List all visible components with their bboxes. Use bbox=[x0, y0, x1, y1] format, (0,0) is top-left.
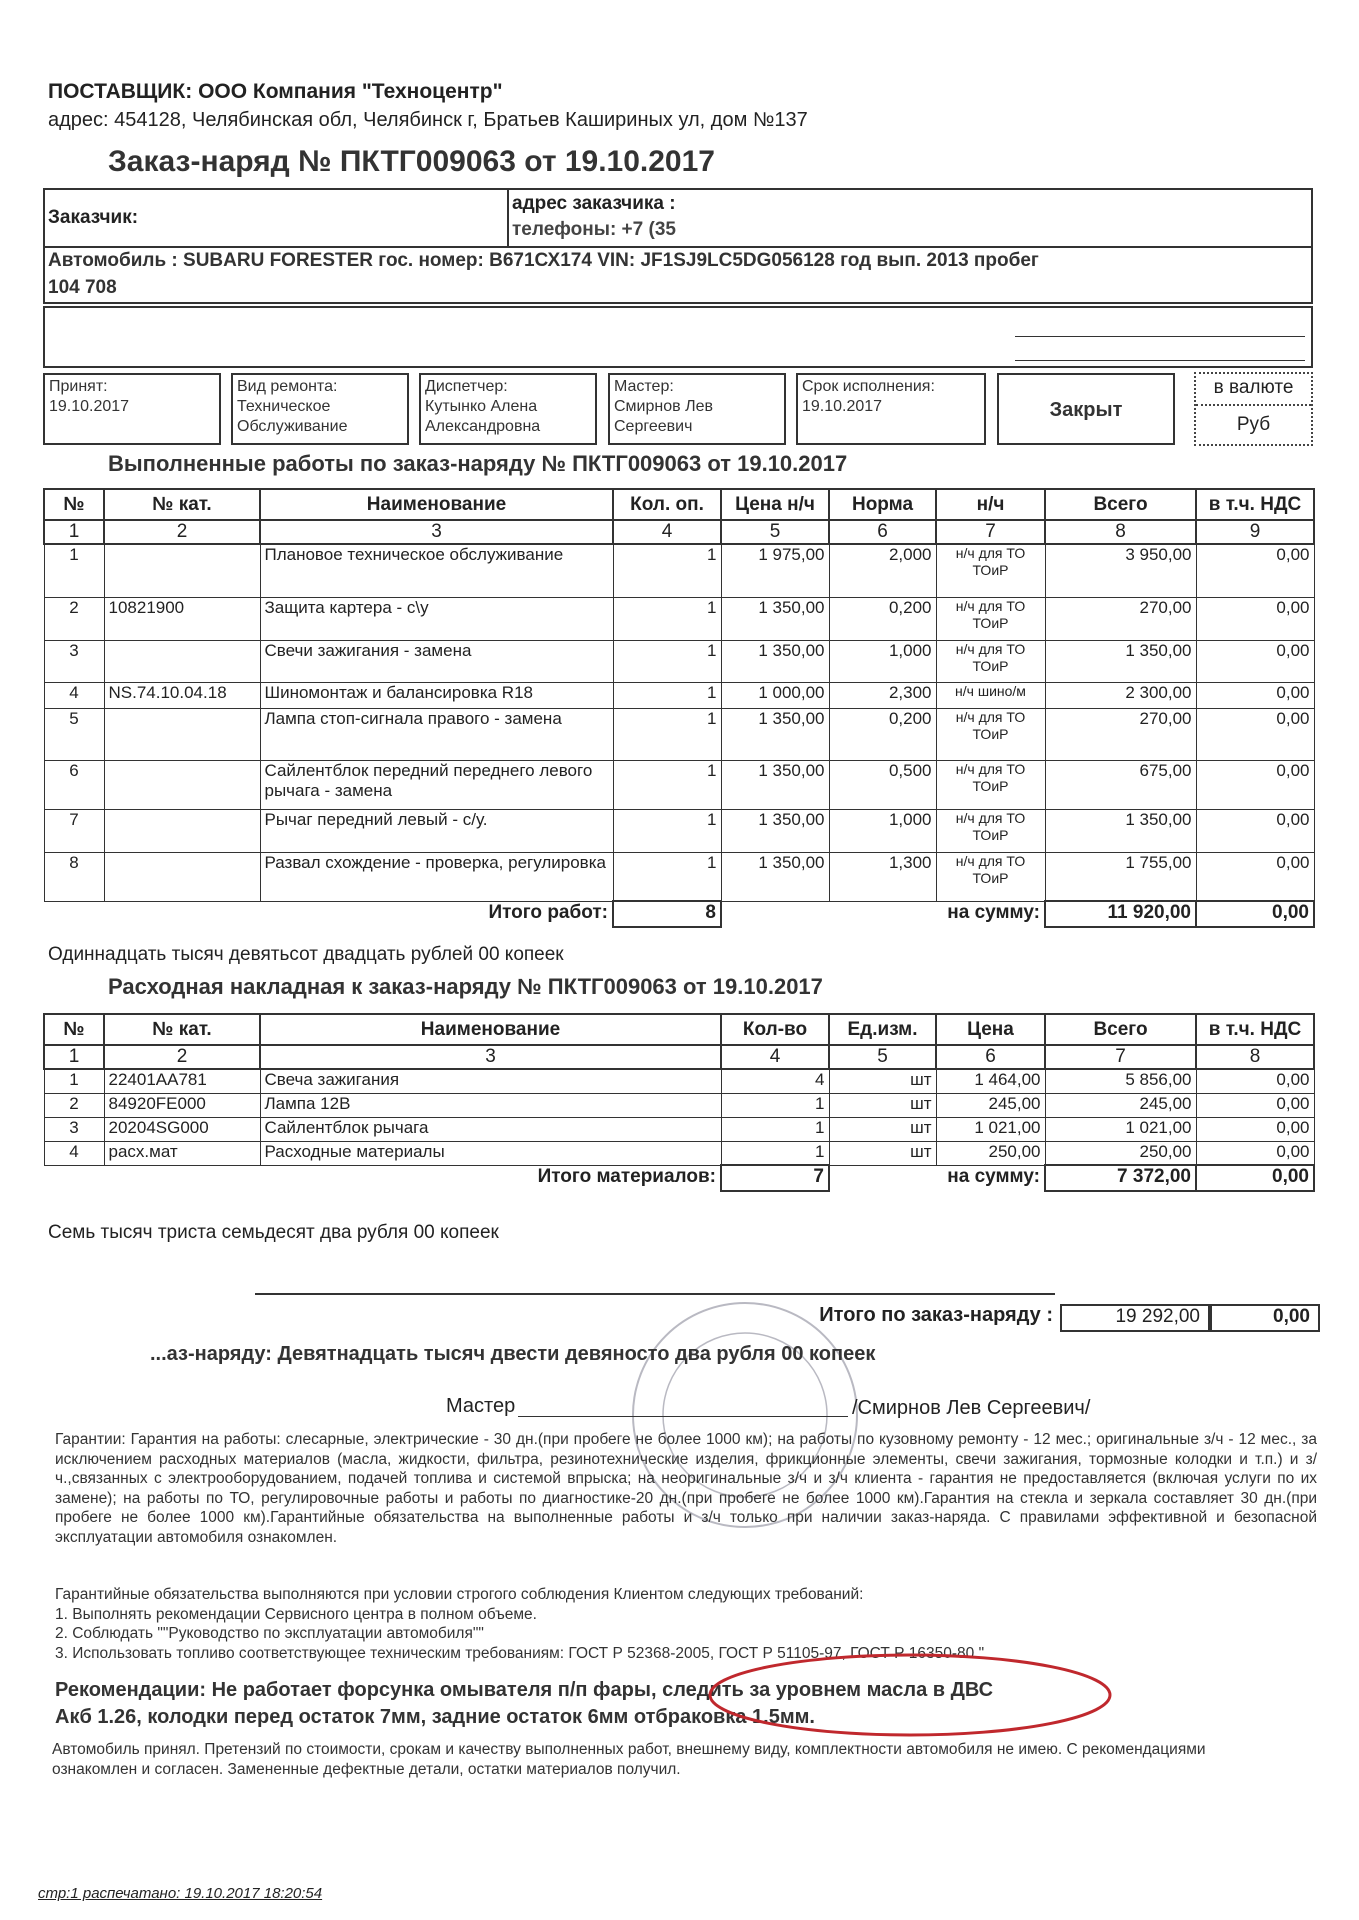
table-cell: Сайлентблок рычага bbox=[260, 1117, 721, 1141]
supplier-line bbox=[48, 80, 503, 104]
table-row bbox=[44, 852, 1314, 901]
table-cell: NS.74.10.04.18 bbox=[104, 682, 260, 708]
table-row bbox=[44, 760, 1314, 809]
column-number: 8 bbox=[1045, 520, 1196, 544]
total-vat: 0,00 bbox=[1196, 901, 1314, 927]
column-number: 1 bbox=[44, 1045, 104, 1069]
table-cell bbox=[104, 640, 260, 682]
column-header: н/ч bbox=[936, 489, 1045, 520]
table-cell: 4 bbox=[44, 682, 104, 708]
table-cell: расх.мат bbox=[104, 1141, 260, 1165]
column-header: Цена н/ч bbox=[721, 489, 829, 520]
table-row bbox=[44, 809, 1314, 852]
car-info: Автомобиль : SUBARU FORESTER гос. номер: В671СХ174 VIN: JF1SJ9LC5DG056128 год вып. 2013 пробег bbox=[48, 250, 1039, 271]
table-cell: 1 bbox=[613, 597, 721, 640]
column-number: 6 bbox=[936, 1045, 1045, 1069]
table-row bbox=[44, 682, 1314, 708]
column-header: Наименование bbox=[260, 489, 613, 520]
table-cell bbox=[104, 544, 260, 597]
table-cell: Сайлентблок передний переднего левого рычага - замена bbox=[260, 760, 613, 809]
table-cell: 1 350,00 bbox=[721, 597, 829, 640]
acceptance-text: Автомобиль принял. Претензий по стоимости, срокам и качеству выполненных работ, внешнему виду, комплектности автомобиля не имею. С рекомендациями ознакомлен и согласен. Замененные дефектные детали, остатки материалов получил. bbox=[52, 1741, 1206, 1778]
table-cell: 0,00 bbox=[1196, 1093, 1314, 1117]
status-badge: Закрыт bbox=[997, 373, 1175, 445]
signature-line bbox=[518, 1416, 848, 1417]
info-repair-type: Вид ремонта: Техническое Обслуживание bbox=[231, 373, 409, 445]
table-cell: 0,00 bbox=[1196, 640, 1314, 682]
table-cell: 270,00 bbox=[1045, 708, 1196, 760]
column-number: 3 bbox=[260, 1045, 721, 1069]
table-cell: 8 bbox=[44, 852, 104, 901]
table-cell: шт bbox=[829, 1117, 936, 1141]
table-cell: 2 bbox=[44, 1093, 104, 1117]
table-cell: 1 bbox=[613, 708, 721, 760]
materials-table bbox=[43, 1013, 1315, 1192]
table-cell: 0,00 bbox=[1196, 597, 1314, 640]
column-header: Кол-во bbox=[721, 1014, 829, 1045]
table-cell: шт bbox=[829, 1069, 936, 1093]
currency-value: Руб bbox=[1236, 414, 1271, 435]
table-cell: 0,500 bbox=[829, 760, 936, 809]
total-vat: 0,00 bbox=[1196, 1165, 1314, 1191]
table-cell: Свечи зажигания - замена bbox=[260, 640, 613, 682]
table-cell: 1 bbox=[721, 1093, 829, 1117]
table-cell bbox=[104, 809, 260, 852]
table-cell: 0,200 bbox=[829, 597, 936, 640]
table-cell: 1 350,00 bbox=[721, 760, 829, 809]
info-dispatcher: Диспетчер: Кутынко Алена Александровна bbox=[419, 373, 597, 445]
table-cell: 1,000 bbox=[829, 809, 936, 852]
table-cell: 1 bbox=[613, 852, 721, 901]
table-cell bbox=[104, 708, 260, 760]
table-cell: 5 856,00 bbox=[1045, 1069, 1196, 1093]
table-cell: 3 bbox=[44, 640, 104, 682]
table-cell: 3 950,00 bbox=[1045, 544, 1196, 597]
table-cell: 1 bbox=[613, 682, 721, 708]
table-cell: н/ч для ТО ТОиР bbox=[936, 640, 1045, 682]
table-row bbox=[44, 640, 1314, 682]
table-cell: Рычаг передний левый - с/у. bbox=[260, 809, 613, 852]
column-number: 5 bbox=[721, 520, 829, 544]
car-mileage: 104 708 bbox=[48, 277, 117, 298]
materials-title: Расходная накладная к заказ-наряду № ПКТГ009063 от 19.10.2017 bbox=[108, 974, 823, 999]
column-number: 3 bbox=[260, 520, 613, 544]
column-number: 6 bbox=[829, 520, 936, 544]
total-rule bbox=[255, 1293, 1055, 1295]
table-cell: 245,00 bbox=[1045, 1093, 1196, 1117]
table-cell: 0,00 bbox=[1196, 1069, 1314, 1093]
column-header: в т.ч. НДС bbox=[1196, 1014, 1314, 1045]
column-header: Кол. оп. bbox=[613, 489, 721, 520]
column-header: в т.ч. НДС bbox=[1196, 489, 1314, 520]
table-cell: 1 350,00 bbox=[721, 708, 829, 760]
table-cell: 1 755,00 bbox=[1045, 852, 1196, 901]
customer-phones: телефоны: +7 (35 bbox=[512, 219, 676, 240]
document-title: Заказ-наряд № ПКТГ009063 от 19.10.2017 bbox=[108, 145, 715, 178]
table-cell: 1 350,00 bbox=[1045, 809, 1196, 852]
blank-line bbox=[1015, 360, 1305, 361]
customer-address-label: адрес заказчика : bbox=[512, 193, 676, 214]
table-cell: 1 bbox=[721, 1117, 829, 1141]
materials-sum-words: Семь тысяч триста семьдесят два рубля 00 копеек bbox=[48, 1222, 499, 1243]
currency-label: в валюте bbox=[1196, 374, 1311, 406]
table-cell: н/ч шино/м bbox=[936, 682, 1045, 708]
info-master: Мастер: Смирнов Лев Сергеевич bbox=[608, 373, 786, 445]
supplier-label: ПОСТАВЩИК: bbox=[48, 80, 193, 103]
table-cell: 0,00 bbox=[1196, 1141, 1314, 1165]
table-cell: 1 bbox=[613, 809, 721, 852]
column-number: 4 bbox=[721, 1045, 829, 1069]
conditions-intro: Гарантийные обязательства выполняются при условии строгого соблюдения Клиентом следующих требований: bbox=[55, 1586, 864, 1603]
table-cell: н/ч для ТО ТОиР bbox=[936, 809, 1045, 852]
table-cell: 2,300 bbox=[829, 682, 936, 708]
table-cell: 0,00 bbox=[1196, 544, 1314, 597]
table-cell: 2,000 bbox=[829, 544, 936, 597]
warranty-conditions bbox=[55, 1585, 1317, 1663]
table-row bbox=[44, 1093, 1314, 1117]
column-header: Норма bbox=[829, 489, 936, 520]
table-cell: 0,00 bbox=[1196, 760, 1314, 809]
condition-item: 2. Соблюдать ""Руководство по эксплуатации автомобиля"" bbox=[55, 1625, 484, 1642]
table-cell: Шиномонтаж и балансировка R18 bbox=[260, 682, 613, 708]
table-cell: 0,00 bbox=[1196, 852, 1314, 901]
table-cell: 0,00 bbox=[1196, 708, 1314, 760]
table-cell: Защита картера - с\у bbox=[260, 597, 613, 640]
table-cell: 0,00 bbox=[1196, 682, 1314, 708]
column-number: 2 bbox=[104, 1045, 260, 1069]
table-cell: 1 bbox=[721, 1141, 829, 1165]
table-cell: н/ч для ТО ТОиР bbox=[936, 760, 1045, 809]
table-cell: 6 bbox=[44, 760, 104, 809]
column-header: Цена bbox=[936, 1014, 1045, 1045]
grand-total-vat: 0,00 bbox=[1210, 1304, 1320, 1332]
table-cell: 1 350,00 bbox=[721, 852, 829, 901]
column-header: № bbox=[44, 489, 104, 520]
grand-total-sum: 19 292,00 bbox=[1060, 1304, 1210, 1332]
table-cell: 1 350,00 bbox=[1045, 640, 1196, 682]
table-cell: 20204SG000 bbox=[104, 1117, 260, 1141]
table-cell: 1 bbox=[44, 544, 104, 597]
column-number: 9 bbox=[1196, 520, 1314, 544]
table-row bbox=[44, 1069, 1314, 1093]
column-number: 4 bbox=[613, 520, 721, 544]
table-row bbox=[44, 544, 1314, 597]
table-cell: н/ч для ТО ТОиР bbox=[936, 708, 1045, 760]
table-cell: 250,00 bbox=[936, 1141, 1045, 1165]
divider bbox=[43, 246, 1313, 248]
master-sign-name: /Смирнов Лев Сергеевич/ bbox=[852, 1397, 1091, 1419]
info-deadline: Срок исполнения: 19.10.2017 bbox=[796, 373, 986, 445]
table-cell: Лампа 12В bbox=[260, 1093, 721, 1117]
column-header: № кат. bbox=[104, 489, 260, 520]
column-header: Всего bbox=[1045, 1014, 1196, 1045]
total-label: Итого работ: bbox=[488, 901, 608, 923]
total-label: Итого материалов: bbox=[537, 1165, 716, 1187]
table-cell: 84920FE000 bbox=[104, 1093, 260, 1117]
table-cell: 675,00 bbox=[1045, 760, 1196, 809]
table-cell: 2 300,00 bbox=[1045, 682, 1196, 708]
sum-label: на сумму: bbox=[947, 1165, 1040, 1187]
table-cell: 1 021,00 bbox=[936, 1117, 1045, 1141]
table-cell: Лампа стоп-сигнала правого - замена bbox=[260, 708, 613, 760]
table-cell: 5 bbox=[44, 708, 104, 760]
table-cell: 1 021,00 bbox=[1045, 1117, 1196, 1141]
table-cell: 1 000,00 bbox=[721, 682, 829, 708]
table-cell: 2 bbox=[44, 597, 104, 640]
condition-item: 1. Выполнять рекомендации Сервисного центра в полном объеме. bbox=[55, 1605, 537, 1623]
supplier-address: адрес: 454128, Челябинская обл, Челябинск г, Братьев Кашириных ул, дом №137 bbox=[48, 109, 808, 131]
grand-total-words: ...аз-наряду: Девятнадцать тысяч двести девяносто два рубля 00 копеек bbox=[150, 1343, 876, 1365]
table-cell: 1 975,00 bbox=[721, 544, 829, 597]
total-quantity: 7 bbox=[721, 1165, 829, 1191]
table-cell: 245,00 bbox=[936, 1093, 1045, 1117]
column-header: Наименование bbox=[260, 1014, 721, 1045]
info-received: Принят: 19.10.2017 bbox=[43, 373, 221, 445]
table-cell: 270,00 bbox=[1045, 597, 1196, 640]
condition-item: 3. Использовать топливо соответствующее техническим требованиям: ГОСТ Р 52368-2005, ГОСТ Р 51105-97, ГОСТ Р 16350-80." bbox=[55, 1644, 985, 1662]
column-number: 2 bbox=[104, 520, 260, 544]
table-cell: Свеча зажигания bbox=[260, 1069, 721, 1093]
table-cell: 1,300 bbox=[829, 852, 936, 901]
blank-line bbox=[1015, 336, 1305, 337]
table-row bbox=[44, 1117, 1314, 1141]
table-cell: шт bbox=[829, 1093, 936, 1117]
table-cell: н/ч для ТО ТОиР bbox=[936, 597, 1045, 640]
supplier-name: ООО Компания "Техноцентр" bbox=[198, 80, 503, 103]
table-cell: 1 bbox=[613, 544, 721, 597]
table-cell: 22401AA781 bbox=[104, 1069, 260, 1093]
recommendations-line: Рекомендации: Не работает форсунка омывателя п/п фары, следить за уровнем масла в ДВС bbox=[55, 1679, 994, 1701]
table-cell bbox=[104, 852, 260, 901]
works-title: Выполненные работы по заказ-наряду № ПКТГ009063 от 19.10.2017 bbox=[108, 451, 848, 476]
column-number: 7 bbox=[1045, 1045, 1196, 1069]
table-cell: 0,200 bbox=[829, 708, 936, 760]
grand-total-label: Итого по заказ-наряду : bbox=[819, 1304, 1053, 1326]
table-cell: Плановое техническое обслуживание bbox=[260, 544, 613, 597]
total-quantity: 8 bbox=[613, 901, 721, 927]
table-cell: 1,000 bbox=[829, 640, 936, 682]
table-cell: н/ч для ТО ТОиР bbox=[936, 852, 1045, 901]
table-cell: 1 bbox=[613, 640, 721, 682]
table-cell: 4 bbox=[44, 1141, 104, 1165]
total-sum: 11 920,00 bbox=[1045, 901, 1196, 927]
table-cell: 7 bbox=[44, 809, 104, 852]
currency-box bbox=[1194, 372, 1313, 446]
table-cell: 1 350,00 bbox=[721, 809, 829, 852]
master-sign-label: Мастер bbox=[446, 1395, 516, 1417]
table-cell: н/ч для ТО ТОиР bbox=[936, 544, 1045, 597]
works-table bbox=[43, 488, 1315, 928]
print-footer: стр:1 распечатано: 19.10.2017 18:20:54 bbox=[38, 1885, 323, 1902]
column-header: № bbox=[44, 1014, 104, 1045]
table-cell: 1 464,00 bbox=[936, 1069, 1045, 1093]
works-sum-words: Одиннадцать тысяч девятьсот двадцать рублей 00 копеек bbox=[48, 944, 564, 965]
table-cell: 0,00 bbox=[1196, 1117, 1314, 1141]
table-cell: 10821900 bbox=[104, 597, 260, 640]
table-cell: шт bbox=[829, 1141, 936, 1165]
column-header: Ед.изм. bbox=[829, 1014, 936, 1045]
table-cell: Расходные материалы bbox=[260, 1141, 721, 1165]
column-header: № кат. bbox=[104, 1014, 260, 1045]
table-row bbox=[44, 1141, 1314, 1165]
column-number: 7 bbox=[936, 520, 1045, 544]
table-cell: Развал схождение - проверка, регулировка bbox=[260, 852, 613, 901]
warranty-text: Гарантии: Гарантия на работы: слесарные, электрические - 30 дн.(при пробеге не более 1000 км); на работы по кузовному ремонту - 12 мес.; оригинальные з/ч - 12 мес., за исключением расходных материалов (масла, жидкости, фильтра, резинотехнические изделия, фрикционные элементы, свечи зажигания, тормозные колодки и т.п.) и з/ч.,связанных с электрооборудованием, подачей топлива и системой впрыска; на неоригинальные з/ч и з/ч клиента - гарантия не предоставляется (включая услуги по их замене); на работы по ТО, регулировочные работы и работы по диагностике-20 дн.(при пробеге не более 1000 км).Гарантия на стекла и зеркала составляет 30 дн.(при пробеге не более 1000 км).Гарантийные обязательства на выполненные работы и з/ч только при наличии заказ-наряда. С правилами эффективной и безопасной эксплуатации автомобиля ознакомлен. bbox=[55, 1431, 1317, 1546]
table-cell: 1 bbox=[613, 760, 721, 809]
blank-box bbox=[43, 306, 1313, 368]
table-cell: 1 bbox=[44, 1069, 104, 1093]
table-cell: 1 350,00 bbox=[721, 640, 829, 682]
table-row bbox=[44, 597, 1314, 640]
recommendations-line: Акб 1.26, колодки перед остаток 7мм, задние остаток 6мм отбраковка 1.5мм. bbox=[55, 1706, 815, 1728]
table-cell: 4 bbox=[721, 1069, 829, 1093]
red-circle-annotation bbox=[700, 1645, 1120, 1745]
column-number: 5 bbox=[829, 1045, 936, 1069]
column-number: 8 bbox=[1196, 1045, 1314, 1069]
customer-label: Заказчик: bbox=[48, 207, 139, 228]
column-header: Всего bbox=[1045, 489, 1196, 520]
column-number: 1 bbox=[44, 520, 104, 544]
table-cell: 250,00 bbox=[1045, 1141, 1196, 1165]
divider bbox=[507, 188, 509, 247]
sum-label: на сумму: bbox=[947, 901, 1040, 923]
table-row bbox=[44, 708, 1314, 760]
table-cell bbox=[104, 760, 260, 809]
total-sum: 7 372,00 bbox=[1045, 1165, 1196, 1191]
table-cell: 3 bbox=[44, 1117, 104, 1141]
table-cell: 0,00 bbox=[1196, 809, 1314, 852]
